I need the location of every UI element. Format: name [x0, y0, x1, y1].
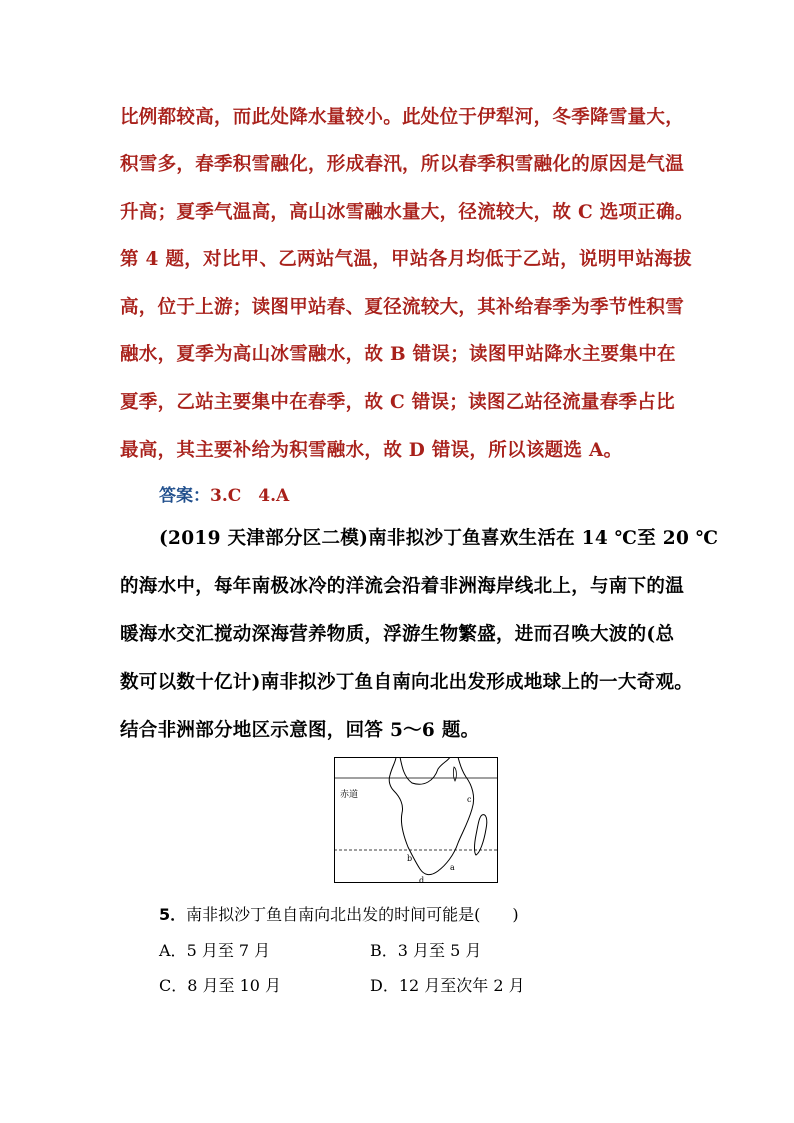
option-letter: C． [159, 976, 188, 995]
explanation-line: 比例都较高，而此处降水量较小。此处位于伊犁河，冬季降雪量大， [120, 107, 685, 128]
explanation-line: 第 4 题，对比甲、乙两站气温，甲站各月均低于乙站，说明甲站海拔 [120, 249, 692, 270]
africa-map [334, 757, 498, 883]
passage-line: 暖海水交汇搅动深海营养物质，浮游生物繁盛，进而召唤大波的(总 [120, 624, 675, 645]
question-number: 5． [159, 905, 187, 924]
option-d [370, 973, 525, 996]
question-text: 南非拟沙丁鱼自南向北出发的时间可能是( ) [186, 905, 519, 924]
explanation-line: 积雪多，春季积雪融化，形成春汛，所以春季积雪融化的原因是气温 [120, 154, 685, 175]
explanation-line: 夏季，乙站主要集中在春季，故 C 错误；读图乙站径流量春季占比 [120, 392, 675, 413]
option-letter: B． [370, 941, 398, 960]
option-text: 12 月至次年 2 月 [398, 976, 525, 995]
explanation-line: 高，位于上游；读图甲站春、夏径流较大，其补给春季为季节性积雪 [120, 297, 685, 318]
explanation-line: 融水，夏季为高山冰雪融水，故 B 错误；读图甲站降水主要集中在 [120, 344, 676, 365]
answer-value: 3.C 4.A [210, 486, 290, 506]
answer-label: 答案： [159, 486, 210, 506]
option-text: 8 月至 10 月 [187, 976, 282, 995]
point-label-c: c [467, 795, 472, 804]
point-label-a: a [450, 863, 455, 872]
explanation-line: 最高，其主要补给为积雪融水，故 D 错误，所以该题选 A。 [120, 440, 623, 461]
option-letter: D． [370, 976, 399, 995]
option-text: 3 月至 5 月 [397, 941, 482, 960]
question-5-stem [159, 902, 519, 925]
option-b [370, 938, 481, 961]
point-label-d: d [419, 876, 425, 883]
passage-line: 结合非洲部分地区示意图，回答 5～6 题。 [120, 720, 480, 741]
passage-line: 的海水中，每年南极冰冷的洋流会沿着非洲海岸线北上，与南下的温 [120, 576, 685, 597]
option-c [159, 973, 281, 996]
explanation-line: 升高；夏季气温高，高山冰雪融水量大，径流较大，故 C 选项正确。 [120, 202, 694, 223]
option-letter: A． [159, 941, 187, 960]
option-text: 5 月至 7 月 [186, 941, 271, 960]
option-a [159, 938, 270, 961]
passage-line: 数可以数十亿计)南非拟沙丁鱼自南向北出发形成地球上的一大奇观。 [120, 672, 694, 693]
passage-line: (2019 天津部分区二模)南非拟沙丁鱼喜欢生活在 14 ℃至 20 ℃ [159, 528, 719, 549]
equator-label: 赤道 [340, 790, 359, 800]
point-label-b: b [407, 854, 413, 863]
answer-line [159, 481, 289, 506]
